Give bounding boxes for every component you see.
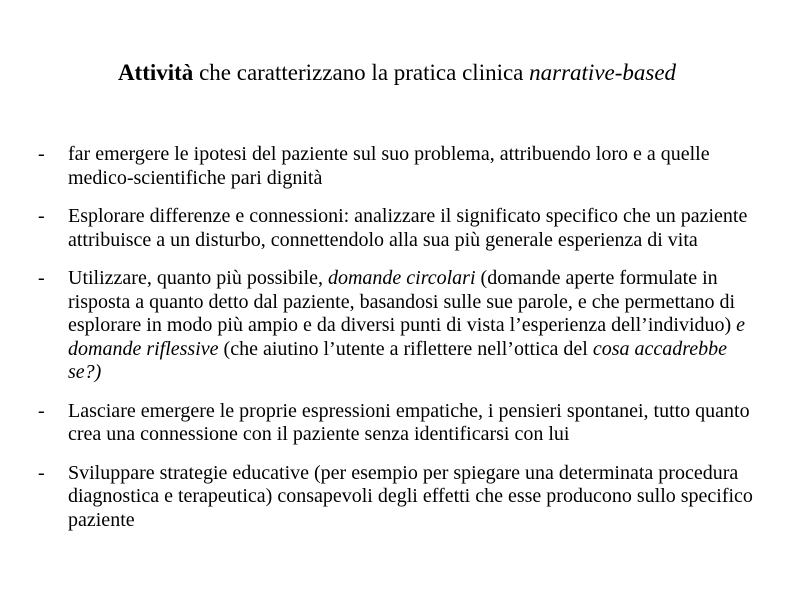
- bullet-item-2: [38, 205, 758, 252]
- bullet-text-italic: cosa accadrebbe se?): [68, 337, 728, 383]
- bullet-text: Sviluppare strategie educative (per esempio per spiegare una determinata procedura diagnostica e terapeutica) consapevoli degli effetti che esse producono sullo specifico paziente: [68, 461, 753, 531]
- bullet-marker: -: [38, 205, 45, 227]
- bullet-text-part: Utilizzare, quanto più possibile,: [68, 267, 328, 289]
- slide-title: [0, 59, 794, 87]
- bullet-item-1: [38, 143, 758, 190]
- bullet-list: [38, 143, 758, 532]
- bullet-text-part: (che aiutino l’utente a riflettere nell’ottica del: [218, 337, 593, 360]
- bullet-text-part: (domande aperte formulate in risposta a quanto detto dal paziente, basandosi sulle sue parole, e che permettano di esplorare in modo più ampio e da diversi punti di vista l’esperienza dell’individuo): [68, 267, 737, 336]
- bullet-text: far emergere le ipotesi del paziente sul suo problema, attribuendo loro e a quelle medico-scientifiche pari dignità: [68, 143, 710, 189]
- bullet-text-italic: e domande riflessive: [68, 314, 746, 360]
- bullet-item-4: [38, 400, 758, 447]
- bullet-text: Lasciare emergere le proprie espressioni empatiche, i pensieri spontanei, tutto quanto crea una connessione con il paziente senza identificarsi con lui: [68, 399, 750, 445]
- bullet-marker: -: [38, 143, 45, 165]
- bullet-text: Esplorare differenze e connessioni: analizzare il significato specifico che un paziente attribuisce a un disturbo, connettendolo alla sua più generale esperienza di vita: [68, 205, 748, 251]
- title-bold: Attività: [117, 60, 194, 85]
- bullet-item-3: [38, 267, 758, 385]
- bullet-marker: -: [38, 267, 45, 289]
- bullet-item-5: [38, 462, 758, 533]
- title-italic: narrative-based: [529, 60, 677, 85]
- bullet-text-italic: domande circolari: [327, 267, 476, 289]
- title-middle: che caratterizzano la pratica clinica: [193, 60, 530, 85]
- bullet-marker: -: [38, 461, 45, 484]
- bullet-marker: -: [38, 399, 45, 422]
